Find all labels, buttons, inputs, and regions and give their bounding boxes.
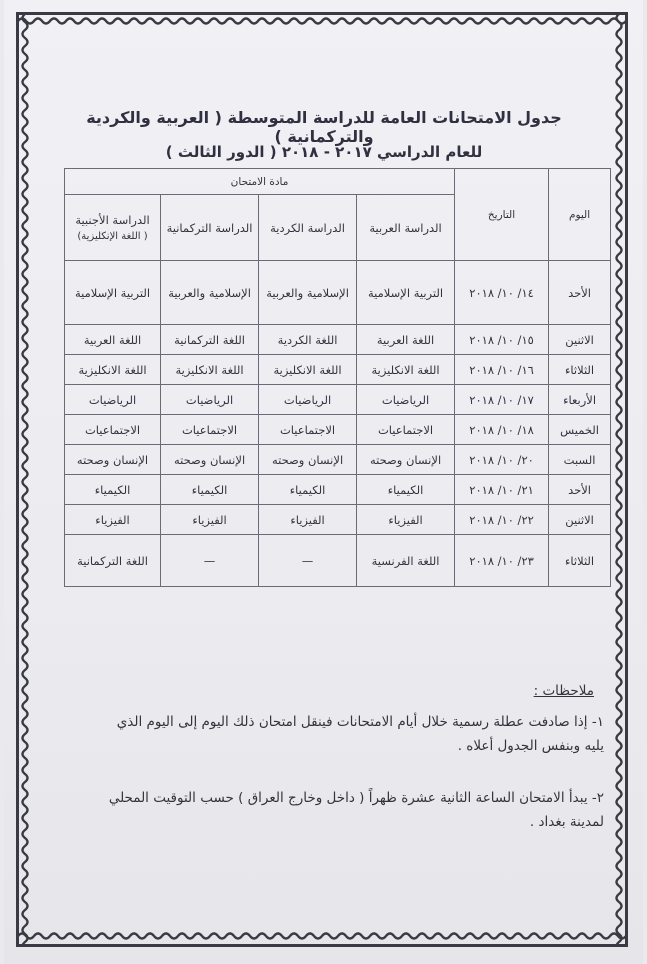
table-row	[65, 535, 611, 587]
cell-day: الثلاثاء	[549, 535, 611, 587]
table-row	[65, 385, 611, 415]
cell-date: ٢٢/ ١٠/ ٢٠١٨	[455, 505, 549, 535]
cell-arabic: الإنسان وصحته	[357, 445, 455, 475]
cell-day: السبت	[549, 445, 611, 475]
note-2-line-1: ٢- يبدأ الامتحان الساعة الثانية عشرة ظهراً ( داخل وخارج العراق ) حسب التوقيت المحلي	[108, 790, 604, 806]
cell-date: ٢٠/ ١٠/ ٢٠١٨	[455, 445, 549, 475]
cell-day: الثلاثاء	[549, 355, 611, 385]
note-1-line-2: يليه وبنفس الجدول أعلاه .	[457, 738, 604, 754]
cell-turkmen: اللغة الانكليزية	[161, 355, 259, 385]
cell-arabic: اللغة الانكليزية	[357, 355, 455, 385]
cell-foreign: الرياضيات	[65, 385, 161, 415]
cell-day: الأحد	[549, 475, 611, 505]
page-subtitle: للعام الدراسي ٢٠١٧ - ٢٠١٨ ( الدور الثالث )	[165, 143, 483, 161]
note-1-line-1: ١- إذا صادفت عطلة رسمية خلال أيام الامتحانات فينقل امتحان ذلك اليوم إلى اليوم الذي	[116, 714, 604, 730]
header-foreign-study	[65, 195, 161, 261]
cell-date: ١٥/ ١٠/ ٢٠١٨	[455, 325, 549, 355]
cell-arabic: اللغة العربية	[357, 325, 455, 355]
table-row	[65, 355, 611, 385]
header-foreign-label: الدراسة الأجنبية	[75, 213, 150, 227]
note-1	[44, 710, 604, 758]
cell-kurdish: الإنسان وصحته	[259, 445, 357, 475]
cell-turkmen: الإنسان وصحته	[161, 445, 259, 475]
cell-foreign: الاجتماعيات	[65, 415, 161, 445]
table-row	[65, 505, 611, 535]
cell-turkmen: الفيزياء	[161, 505, 259, 535]
header-date: التاريخ	[455, 169, 549, 261]
cell-turkmen: —	[161, 535, 259, 587]
cell-kurdish: الإسلامية والعربية	[259, 261, 357, 325]
cell-arabic: التربية الإسلامية	[357, 261, 455, 325]
cell-turkmen: الرياضيات	[161, 385, 259, 415]
cell-arabic: اللغة الفرنسية	[357, 535, 455, 587]
cell-kurdish: الرياضيات	[259, 385, 357, 415]
cell-date: ١٨/ ١٠/ ٢٠١٨	[455, 415, 549, 445]
border-wave-right	[612, 14, 626, 944]
cell-date: ١٦/ ١٠/ ٢٠١٨	[455, 355, 549, 385]
cell-turkmen: اللغة التركمانية	[161, 325, 259, 355]
cell-date: ١٤/ ١٠/ ٢٠١٨	[455, 261, 549, 325]
cell-kurdish: الاجتماعيات	[259, 415, 357, 445]
cell-day: الأربعاء	[549, 385, 611, 415]
border-wave-top	[18, 14, 626, 28]
cell-turkmen: الاجتماعيات	[161, 415, 259, 445]
cell-foreign: اللغة التركمانية	[65, 535, 161, 587]
cell-day: الخميس	[549, 415, 611, 445]
cell-date: ٢١/ ١٠/ ٢٠١٨	[455, 475, 549, 505]
cell-foreign: الكيمياء	[65, 475, 161, 505]
notes-heading: ملاحظات :	[533, 683, 594, 699]
cell-turkmen: الكيمياء	[161, 475, 259, 505]
table-row	[65, 261, 611, 325]
header-day: اليوم	[549, 169, 611, 261]
border-wave-left	[18, 14, 32, 944]
table-row	[65, 325, 611, 355]
cell-foreign: اللغة العربية	[65, 325, 161, 355]
cell-foreign: اللغة الانكليزية	[65, 355, 161, 385]
table-row	[65, 415, 611, 445]
header-subject-group: مادة الامتحان	[65, 169, 455, 195]
cell-day: الاثنين	[549, 325, 611, 355]
cell-kurdish: الفيزياء	[259, 505, 357, 535]
cell-day: الأحد	[549, 261, 611, 325]
cell-foreign: التربية الإسلامية	[65, 261, 161, 325]
page-title: جدول الامتحانات العامة للدراسة المتوسطة ( العربية والكردية والتركمانية )	[86, 108, 562, 146]
document-page	[4, 0, 643, 964]
cell-arabic: الاجتماعيات	[357, 415, 455, 445]
cell-kurdish: اللغة الانكليزية	[259, 355, 357, 385]
cell-arabic: الكيمياء	[357, 475, 455, 505]
cell-date: ١٧/ ١٠/ ٢٠١٨	[455, 385, 549, 415]
header-foreign-note: ( اللغة الإنكليزية)	[77, 231, 148, 242]
header-kurdish-study: الدراسة الكردية	[259, 195, 357, 261]
exam-schedule-table	[64, 168, 611, 587]
cell-arabic: الفيزياء	[357, 505, 455, 535]
note-2	[44, 786, 604, 834]
cell-foreign: الفيزياء	[65, 505, 161, 535]
cell-kurdish: الكيمياء	[259, 475, 357, 505]
cell-kurdish: —	[259, 535, 357, 587]
note-2-line-2: لمدينة بغداد .	[529, 814, 604, 830]
border-wave-bottom	[18, 929, 626, 943]
cell-arabic: الرياضيات	[357, 385, 455, 415]
header-arabic-study: الدراسة العربية	[357, 195, 455, 261]
cell-turkmen: الإسلامية والعربية	[161, 261, 259, 325]
cell-foreign: الإنسان وصحته	[65, 445, 161, 475]
cell-date: ٢٣/ ١٠/ ٢٠١٨	[455, 535, 549, 587]
cell-day: الاثنين	[549, 505, 611, 535]
table-row	[65, 445, 611, 475]
table-row	[65, 475, 611, 505]
header-turkmen-study: الدراسة التركمانية	[161, 195, 259, 261]
cell-kurdish: اللغة الكردية	[259, 325, 357, 355]
